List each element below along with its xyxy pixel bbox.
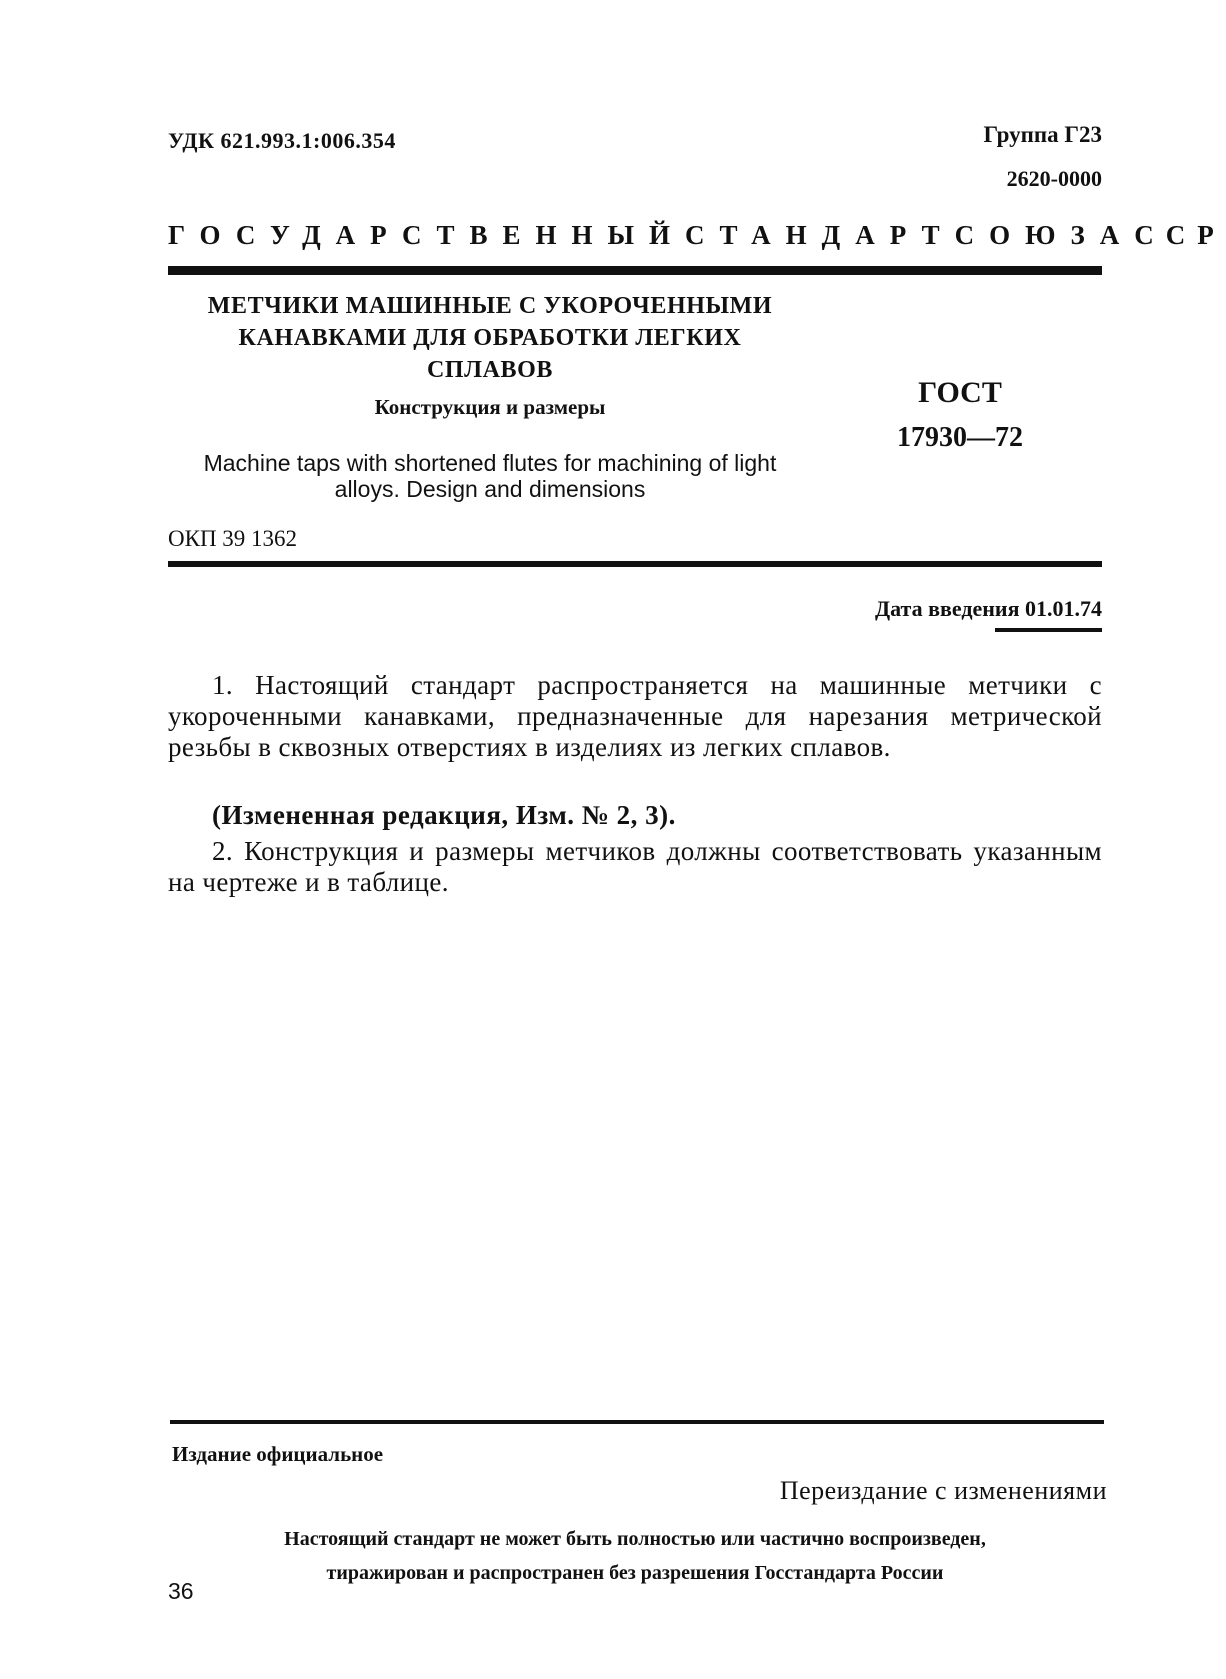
notice-line-1: Настоящий стандарт не может быть полностью или частично воспроизведен, [284,1528,986,1550]
state-standard-title [168,220,1226,251]
date-underline [995,628,1102,632]
gost-label: ГОСТ [918,376,1002,409]
top-divider [168,266,1102,275]
title-english: Machine taps with shortened flutes for machining of light alloys. Design and dimensions [203,450,777,502]
copyright-notice [168,1522,1102,1590]
footer-divider [170,1420,1104,1424]
amendment-note: (Измененная редакция, Изм. № 2, 3). [212,800,676,830]
group-code: Группа Г23 [983,122,1102,147]
okp-code: ОКП 39 1362 [168,526,298,551]
state-title-word-1: ГОСУДАРСТВЕННЫЙ [168,220,686,250]
paragraph-1: 1. Настоящий стандарт распространяется на машинные метчики с укороченными канавками, предназначенные для нарезания метрической резьбы в сквозных отверстиях в изделиях из легких сплавов. [168,670,1102,762]
title-russian: МЕТЧИКИ МАШИННЫЕ С УКОРОЧЕННЫМИ КАНАВКАМИ ДЛЯ ОБРАБОТКИ ЛЕГКИХ СПЛАВОВ [207,293,773,383]
classification-code: 2620-0000 [1006,166,1102,191]
introduction-date: Дата введения 01.01.74 [874,596,1102,621]
state-title-word-2: СТАНДАРТ [685,220,955,250]
state-title-word-4: ССР [1134,220,1226,250]
paragraph-2: 2. Конструкция и размеры метчиков должны соответствовать указанным на чертеже и в таблице. [168,836,1102,897]
gost-number: 17930—72 [897,422,1023,453]
subtitle-russian: Конструкция и размеры [374,395,606,419]
official-edition-label: Издание официальное [172,1442,384,1466]
udk-code: УДК 621.993.1:006.354 [168,128,396,153]
notice-line-2: тиражирован и распространен без разрешения Госстандарта России [326,1562,944,1584]
middle-divider [168,561,1102,567]
page-number: 36 [168,1578,194,1604]
state-title-word-3: СОЮЗА [954,220,1135,250]
reissue-label: Переиздание с изменениями [779,1476,1107,1505]
